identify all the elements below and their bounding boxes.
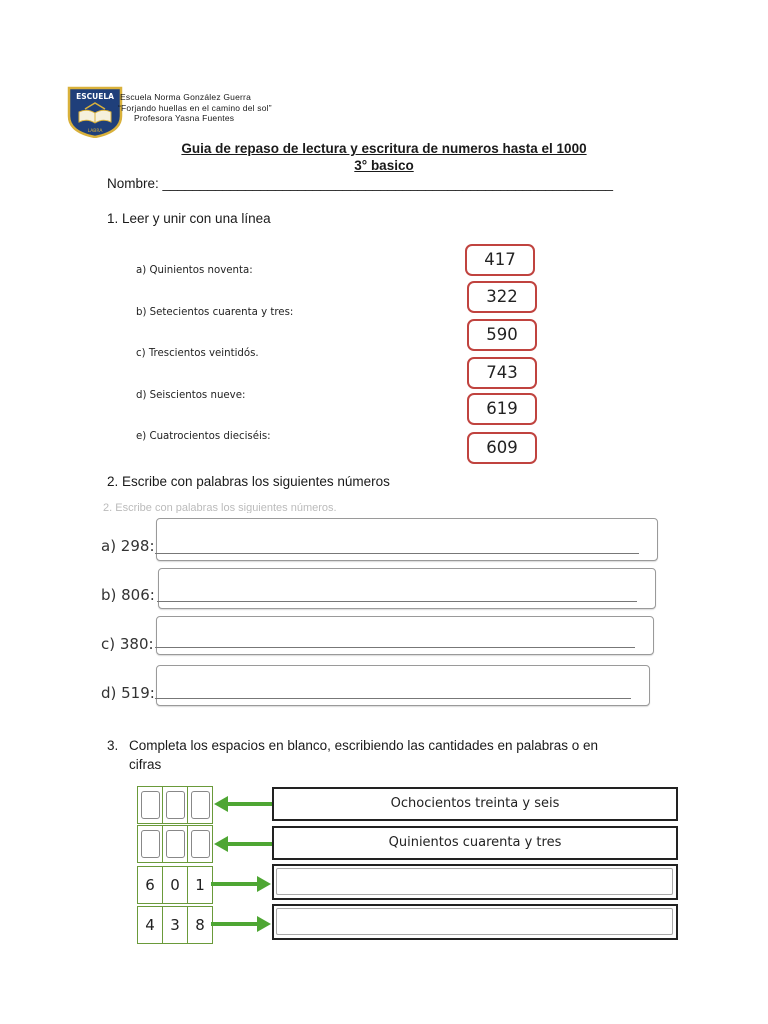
empty-digit-field[interactable] (166, 830, 185, 858)
empty-digit-field[interactable] (191, 791, 210, 819)
digit-cell: 0 (163, 867, 188, 903)
title-line-2: 3° basico (354, 158, 414, 173)
section-3-line-2: cifras (129, 757, 162, 772)
arrow-left-icon (212, 795, 274, 813)
item-label-a: a) 298: (101, 537, 155, 555)
empty-digit-field[interactable] (141, 791, 160, 819)
section-2-instruction: 2. Escribe con palabras los siguientes números (107, 474, 390, 489)
number-box[interactable]: 590 (467, 319, 537, 351)
school-motto: “Forjando huellas en el camino del sol” (118, 102, 272, 113)
teacher-name: Profesora Yasna Fuentes (134, 113, 235, 123)
logo-bottom-text: LABRA (87, 129, 103, 134)
section-3-instruction (107, 736, 667, 774)
empty-digit-field[interactable] (191, 830, 210, 858)
section-1-instruction: 1. Leer y unir con una línea (107, 211, 271, 226)
answer-box-a[interactable] (156, 518, 658, 561)
arrow-right-icon (211, 875, 273, 893)
words-box: Ochocientos treinta y seis (272, 787, 678, 821)
number-box[interactable]: 417 (465, 244, 535, 276)
school-name: Escuela Norma González Guerra (120, 92, 251, 102)
name-field[interactable]: Nombre: ____________________________________________________________ (107, 176, 613, 191)
school-logo (67, 86, 123, 138)
digit-cell[interactable] (163, 787, 188, 823)
answer-words-field[interactable] (272, 904, 678, 940)
item-label-d: d) 519: (101, 684, 155, 702)
item-label-c: c) 380: (101, 635, 154, 653)
page-title (0, 140, 768, 174)
logo-top-text: ESCUELA (76, 92, 114, 101)
digit-boxes[interactable] (137, 825, 213, 863)
sentence-b: b) Setecientos cuarenta y tres: (136, 307, 294, 318)
digit-cell: 4 (138, 907, 163, 943)
digit-cell[interactable] (188, 787, 212, 823)
empty-digit-field[interactable] (166, 791, 185, 819)
sentence-e: e) Cuatrocientos dieciséis: (136, 431, 271, 442)
item-label-b: b) 806: (101, 586, 155, 604)
sentence-d: d) Seiscientos nueve: (136, 390, 246, 401)
number-box[interactable]: 322 (467, 281, 537, 313)
digit-cell[interactable] (138, 787, 163, 823)
sentence-a: a) Quinientos noventa: (136, 265, 253, 276)
section-3-line-1: Completa los espacios en blanco, escribiendo las cantidades en palabras o en (129, 738, 599, 753)
number-box[interactable]: 619 (467, 393, 537, 425)
answer-box-d[interactable] (156, 665, 650, 706)
digit-boxes (137, 906, 213, 944)
sentence-c: c) Trescientos veintidós. (136, 348, 259, 359)
arrow-left-icon (212, 835, 274, 853)
digit-boxes (137, 866, 213, 904)
title-line-1: Guia de repaso de lectura y escritura de numeros hasta el 1000 (181, 141, 587, 156)
digit-cell[interactable] (138, 826, 163, 862)
section-3-number: 3. (107, 738, 119, 753)
answer-box-b[interactable] (158, 568, 656, 609)
digit-cell[interactable] (188, 826, 212, 862)
answer-words-field[interactable] (272, 864, 678, 900)
digit-cell: 8 (195, 916, 205, 934)
words-box: Quinientos cuarenta y tres (272, 826, 678, 860)
school-header (118, 92, 272, 124)
digit-boxes[interactable] (137, 786, 213, 824)
number-box[interactable]: 743 (467, 357, 537, 389)
digit-cell: 3 (163, 907, 188, 943)
arrow-right-icon (211, 915, 273, 933)
answer-box-c[interactable] (156, 616, 654, 655)
digit-cell: 1 (195, 876, 205, 894)
empty-digit-field[interactable] (141, 830, 160, 858)
ghost-instruction-text: 2. Escribe con palabras los siguientes números. (103, 502, 337, 513)
digit-cell[interactable] (163, 826, 188, 862)
digit-cell: 6 (138, 867, 163, 903)
number-box[interactable]: 609 (467, 432, 537, 464)
